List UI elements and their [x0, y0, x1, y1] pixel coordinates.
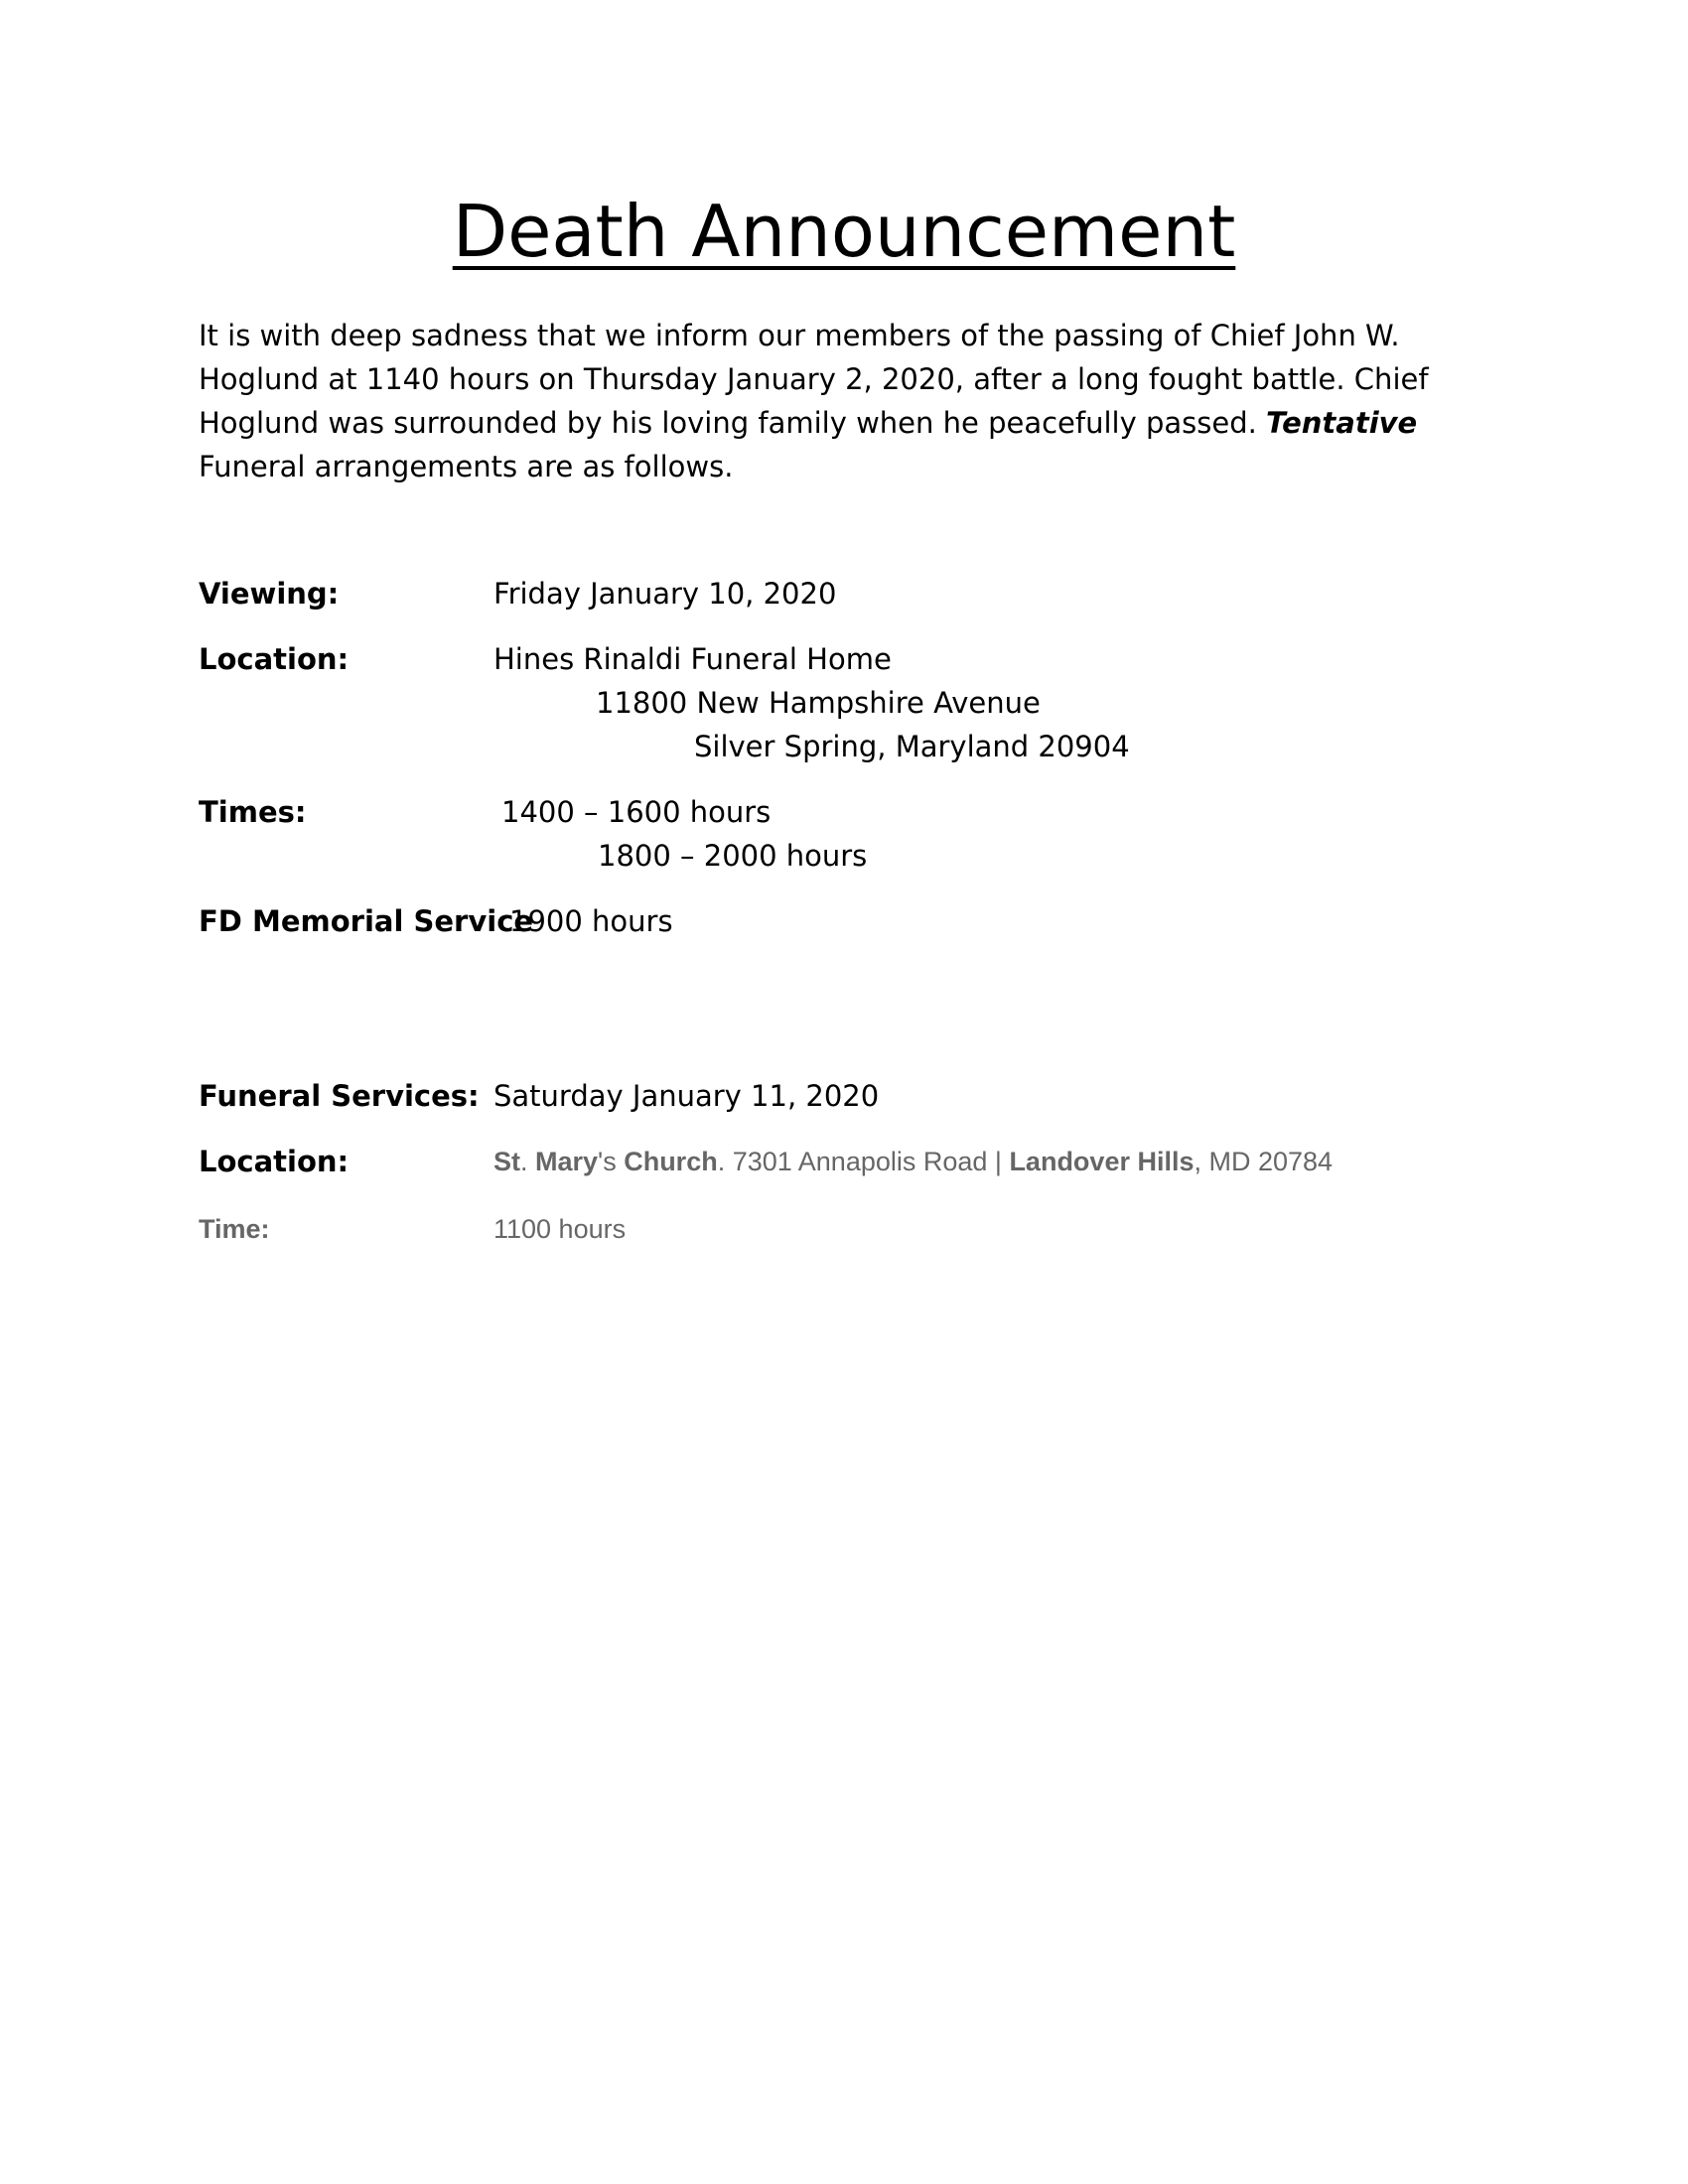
location-mary: Mary	[535, 1147, 599, 1176]
funeral-date: Saturday January 11, 2020	[493, 1079, 880, 1113]
location-landover: Landover Hills	[1009, 1147, 1195, 1176]
location-dot: .	[520, 1147, 536, 1176]
intro-text-end: Funeral arrangements are as follows.	[199, 450, 734, 483]
page-title: Death Announcement	[452, 190, 1236, 273]
times-label: Times:	[199, 795, 307, 829]
intro-text-start: It is with deep sadness that we inform our members of the passing of Chief John W. Hoglund at 1140 hours on Thursday January 2, 2020, after a long fought battle. Chief Hoglund was surrounded by his loving family when he peacefully passed.	[199, 319, 1429, 440]
intro-paragraph	[199, 314, 1509, 488]
funeral-time: 1100 hours	[493, 1214, 627, 1244]
funeral-time-label: Time:	[199, 1214, 270, 1244]
viewing-location-city: Silver Spring, Maryland 20904	[694, 730, 1130, 763]
intro-emphasis: Tentative	[1266, 406, 1418, 440]
funeral-location-label: Location:	[199, 1145, 350, 1178]
location-church: Church	[624, 1147, 718, 1176]
viewing-time-2: 1800 – 2000 hours	[598, 839, 868, 873]
viewing-date: Friday January 10, 2020	[493, 577, 837, 611]
viewing-location-label: Location:	[199, 642, 350, 676]
memorial-service-time: 1900 hours	[509, 904, 673, 938]
memorial-service-label: FD Memorial Service	[199, 904, 534, 938]
location-address: . 7301 Annapolis Road |	[717, 1147, 1010, 1176]
location-state-zip: , MD 20784	[1194, 1147, 1334, 1176]
location-st: St	[493, 1147, 520, 1176]
viewing-label: Viewing:	[199, 577, 340, 611]
funeral-location	[493, 1140, 1333, 1183]
viewing-location-street: 11800 New Hampshire Avenue	[596, 686, 1041, 720]
viewing-location-name: Hines Rinaldi Funeral Home	[493, 642, 892, 676]
funeral-services-label: Funeral Services:	[199, 1079, 480, 1113]
viewing-time-1: 1400 – 1600 hours	[501, 795, 772, 829]
location-apostrophe: 's	[598, 1147, 625, 1176]
